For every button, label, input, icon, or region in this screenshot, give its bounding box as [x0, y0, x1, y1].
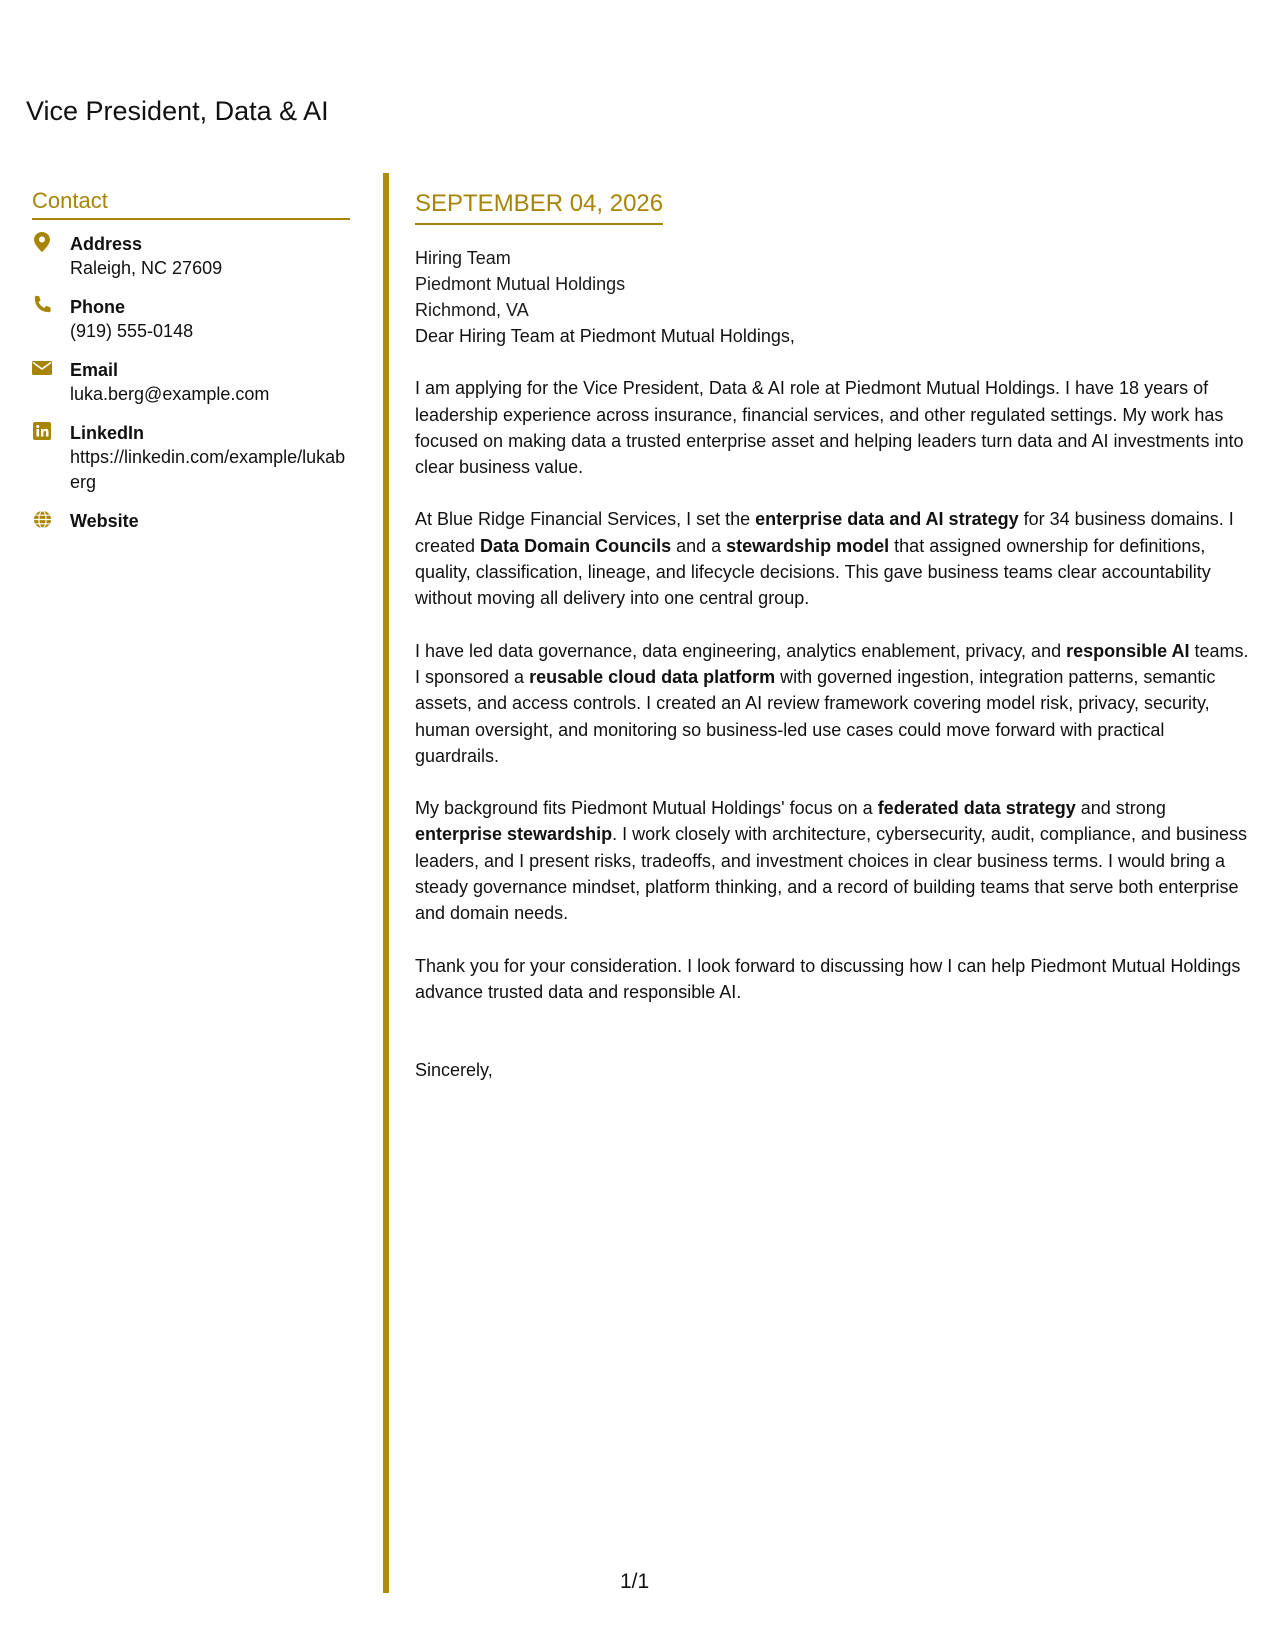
map-pin-icon [32, 232, 52, 252]
body-text: My background fits Piedmont Mutual Holdings' focus on a [415, 798, 878, 819]
body-text: for 34 business domains. I created [415, 509, 1234, 556]
contact-address [32, 232, 350, 281]
signoff: Sincerely, [415, 1060, 493, 1081]
phone-icon [32, 295, 52, 315]
salutation: Dear Hiring Team at Piedmont Mutual Holdings, [415, 326, 795, 346]
emphasis-text: reusable cloud data platform [529, 666, 776, 687]
page-title: Vice President, Data & AI [26, 96, 329, 126]
contact-phone [32, 295, 350, 344]
body-text: that assigned ownership for definitions, quality, classification, lineage, and lifecycle decisions. This gave business teams clear accountability without moving all delivery into one central group. [415, 535, 1211, 609]
contact-sidebar [32, 188, 350, 533]
linkedin-icon [32, 421, 52, 441]
emphasis-text: responsible AI [1066, 640, 1190, 661]
contact-email-value: luka.berg@example.com [70, 384, 270, 404]
contact-phone-label: Phone [70, 297, 126, 317]
body-text: At Blue Ridge Financial Services, I set the [415, 509, 756, 530]
emphasis-text: Data Domain Councils [480, 535, 672, 556]
body-text: I am applying for the Vice President, Data & AI role at Piedmont Mutual Holdings. I have 18 years of leadership experience across insurance, financial services, and other regulated settings. My work has focused on making data a trusted enterprise asset and helping leaders turn data and AI investments into clear business value. [415, 378, 1244, 478]
letter-body [415, 190, 1252, 1084]
emphasis-text: enterprise stewardship [415, 824, 613, 845]
emphasis-text: stewardship model [726, 535, 890, 556]
letter-paragraphs [415, 375, 1252, 1005]
contact-address-label: Address [70, 234, 143, 254]
body-text: Thank you for your consideration. I look forward to discussing how I can help Piedmont Mutual Holdings advance trusted data and responsible AI. [415, 955, 1241, 1002]
letter-paragraph [415, 795, 1252, 926]
recipient-line: Hiring Team [415, 248, 511, 268]
recipient-block [415, 245, 1252, 323]
emphasis-text: enterprise data and AI strategy [755, 509, 1019, 530]
recipient-line: Piedmont Mutual Holdings [415, 274, 626, 294]
contact-linkedin-label: LinkedIn [70, 423, 145, 443]
page-number: 1/1 [620, 1570, 650, 1593]
body-text: and strong [1075, 798, 1166, 819]
letter-paragraph [415, 375, 1252, 480]
recipient-line: Richmond, VA [415, 300, 529, 320]
letter-date: SEPTEMBER 04, 2026 [415, 190, 663, 225]
contact-email [32, 358, 350, 407]
body-text: and a [671, 535, 727, 556]
contact-phone-value: (919) 555-0148 [70, 321, 194, 341]
body-text: . I work closely with architecture, cybersecurity, audit, compliance, and business leaders, and I present risks, tradeoffs, and investment choices in clear business terms. I would bring a steady governance mindset, platform thinking, and a record of building teams that serve both enterprise and domain needs. [415, 824, 1248, 924]
letter-paragraph [415, 638, 1252, 769]
contact-linkedin [32, 421, 350, 495]
contact-email-label: Email [70, 360, 119, 380]
globe-icon [32, 509, 52, 529]
contact-website-label: Website [70, 511, 139, 531]
contact-heading: Contact [32, 188, 350, 220]
vertical-divider [383, 173, 389, 1593]
envelope-icon [32, 358, 52, 378]
letter-paragraph [415, 953, 1252, 1006]
contact-linkedin-value[interactable]: https://linkedin.com/example/lukaberg [70, 447, 346, 492]
letter-paragraph [415, 506, 1252, 611]
contact-website [32, 509, 350, 533]
body-text: I have led data governance, data engineering, analytics enablement, privacy, and [415, 640, 1067, 661]
contact-address-value: Raleigh, NC 27609 [70, 258, 223, 278]
body-text: teams. I sponsored a [415, 640, 1249, 687]
emphasis-text: federated data strategy [877, 798, 1076, 819]
body-text: with governed ingestion, integration patterns, semantic assets, and access controls. I created an AI review framework covering model risk, privacy, security, human oversight, and monitoring so business-led use cases could move forward with practical guardrails. [415, 666, 1216, 766]
